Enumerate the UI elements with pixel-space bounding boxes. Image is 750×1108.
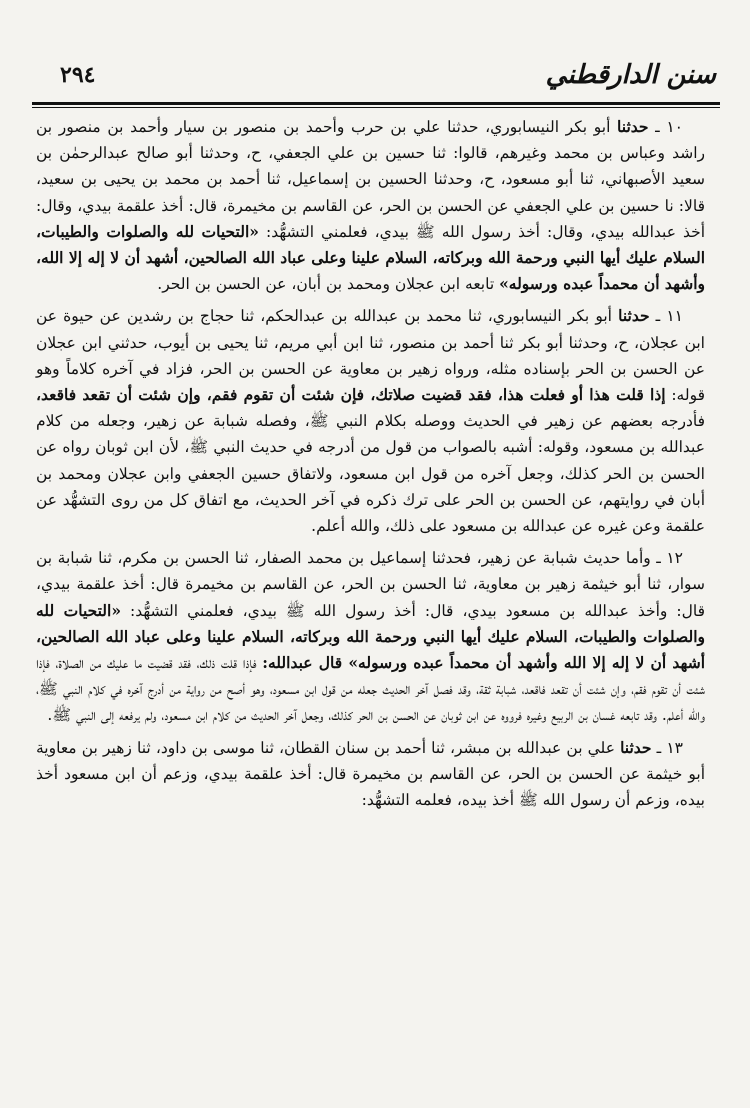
book-title: سنن الدارقطني — [545, 60, 716, 90]
hadith-quote: «التحيات لله والصلوات والطيبات، السلام عليك أيها النبي ورحمة الله وبركاته، السلام علينا وعلى عباد الله الصالحين، أشهد أن لا إله إلا الله، وأشهد أن محمداً عبده ورسوله» — [36, 221, 705, 294]
header-rule — [32, 102, 720, 105]
hadith-text: علي بن عبدالله بن مبشر، ثنا أحمد بن سنان القطان، ثنا موسى بن داود، ثنا زهير بن معاوية أبو خيثمة عن الحسن بن الحر، عن القاسم بن مخيمرة قال: أخذ علقمة بيدي، وزعم أن ابن مسعود أخذ بيده، وزعم أن رسول الله ﷺ أخذ بيده، فعلمه التشهُّد: — [36, 738, 705, 810]
hadith-lead: حدثنا — [617, 117, 649, 136]
hadith-tail: تابعه ابن عجلان ومحمد بن أبان، عن الحسن بن الحر. — [157, 275, 500, 294]
hadith-number: ١٠ ـ — [655, 118, 683, 136]
hadith-number: ١١ ـ — [655, 307, 683, 326]
running-header — [32, 56, 720, 104]
hadith-tail: فإذا قلت ذلك، فقد قضيت ما عليك من الصلاة، فإذا شئت أن تقوم فقم، وإن شئت أن تقعد فاقعد، شبابة ثقة، وقد فصل آخر الحديث جعله من قول ابن مسعود، وهو أصح من رواية من أدرج آخره في كلام النبي ﷺ، والله أعلم. وقد تابعه غسان بن الربيع وغيره فرووه عن ابن ثوبان عن الحسن بن الحر كذلك، وجعل آخر الحديث من كلام ابن مسعود، ولم يرفعه إلى النبي ﷺ. — [36, 654, 705, 725]
hadith-10 — [36, 114, 705, 297]
hadith-text: وأما حديث شبابة عن زهير، فحدثنا إسماعيل بن محمد الصفار، ثنا الحسن بن مكرم، ثنا شبابة بن سوار، ثنا أبو خيثمة زهير بن معاوية، ثنا الحسن بن الحر، عن القاسم بن مخيمرة قال: أخذ علقمة بيدي، قال: وأخذ عبدالله بن مسعود بيدي، قال: أخذ رسول الله ﷺ بيدي، فعلمني التشهُّد: — [36, 549, 706, 620]
hadith-tail: فأدرجه بعضهم عن زهير في الحديث ووصله بكلام النبي ﷺ، وفصله شبابة عن زهير، وجعله من كلام عبدالله بن مسعود، وقوله: أشبه بالصواب من قول من أدرجه في حديث النبي ﷺ، لأن ابن ثوبان رواه عن الحسن بن الحر كذلك، وجعل آخره من قول ابن مسعود، ولاتفاق حسين الجعفي وابن عجلان ومحمد بن أبان في روايتهم، عن الحسن بن الحر على ترك ذكره في آخر الحديث، مع اتفاق كل من روى التشهُّد عن علقمة وعن غيره عن عبدالله بن مسعود على ذلك، والله أعلم. — [36, 412, 705, 536]
page-number: ٢٩٤ — [60, 62, 96, 88]
hadith-number: ١٣ ـ — [656, 738, 683, 757]
hadith-13 — [36, 735, 705, 814]
hadith-11 — [36, 303, 705, 539]
hadith-text: أبو بكر النيسابوري، ثنا محمد بن عبدالله بن عبدالحكم، ثنا حجاج بن رشدين عن حيوة عن ابن عجلان، ح، وحدثنا أبو بكر ثنا أحمد بن منصور، ثنا ابن أبي مريم، ثنا يحيى بن أيوب، حدثني ابن عجلان عن الحسن بن الحر بإسناده مثله، ورواه زهير بن معاوية عن الحسن بن الحر، فزاد في آخره كلاماً وهو قوله: — [36, 307, 706, 405]
hadith-quote: «التحيات لله والصلوات والطيبات، السلام عليك أيها النبي ورحمة الله وبركاته، السلام علينا وعلى عباد الله الصالحين، أشهد أن لا إله إلا الله وأشهد أن محمداً عبده ورسوله» قال عبدالله: — [36, 600, 706, 673]
hadith-lead: حدثنا — [620, 737, 652, 757]
body-text — [36, 114, 705, 819]
header-rule-thin — [32, 107, 720, 108]
hadith-12 — [36, 545, 705, 728]
hadith-text: أبو بكر النيسابوري، حدثنا علي بن حرب وأحمد بن منصور بن سيار وأحمد بن منصور بن راشد وعباس بن محمد وغيرهم، قالوا: ثنا حسين بن علي الجعفي، ح، وحدثنا أبو صالح عبدالرحمٰن بن سعيد الأصبهاني، ثنا أبو مسعود، ح، وحدثنا الحسين بن إسماعيل، ثنا أحمد بن محمد بن يحيى بن سعيد، قالا: نا حسين بن علي الجعفي عن الحسن بن الحر، عن القاسم بن مخيمرة، قال: أخذ علقمة بيدي، وقال: أخذ عبدالله بيدي، وقال: أخذ رسول الله ﷺ بيدي، فعلمني التشهُّد: — [36, 118, 706, 241]
hadith-lead: حدثنا — [618, 306, 650, 326]
hadith-quote: إذا قلت هذا أو فعلت هذا، فقد قضيت صلاتك، فإن شئت أن تقوم فقم، وإن شئت أن تقعد فاقعد، — [36, 385, 666, 405]
hadith-number: ١٢ ـ — [656, 549, 683, 568]
